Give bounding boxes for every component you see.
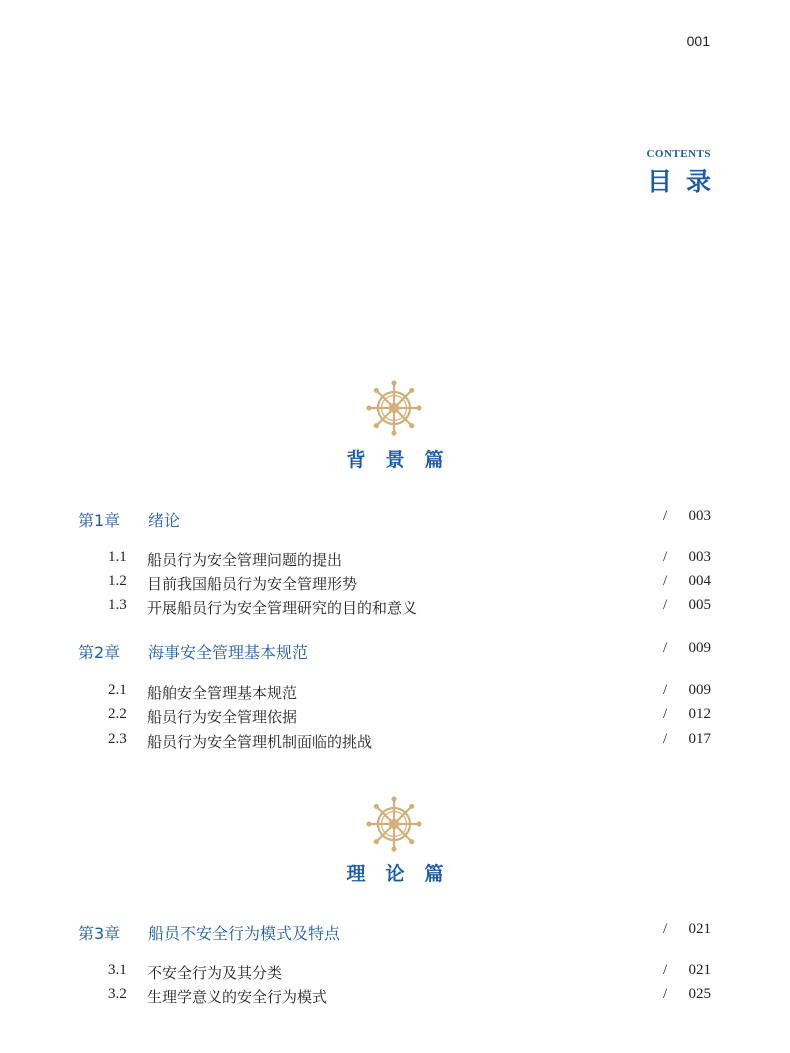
part-title-theory: 理论篇 xyxy=(346,863,464,885)
section-title: 目前我国船员行为安全管理形势 xyxy=(147,575,358,593)
separator-slash: / xyxy=(663,573,668,589)
section-row[interactable] xyxy=(0,597,790,619)
part-title-background: 背景篇 xyxy=(346,449,464,471)
separator-slash: / xyxy=(663,962,668,978)
section-row[interactable] xyxy=(0,962,790,984)
section-row[interactable] xyxy=(0,573,790,595)
section-number: 2.3 xyxy=(108,731,127,747)
chapter-label: 第3章 xyxy=(78,924,121,943)
section-title: 船员行为安全管理依据 xyxy=(147,708,298,726)
page-ref: 005 xyxy=(688,597,711,613)
page-ref: 012 xyxy=(688,706,711,722)
section-row[interactable] xyxy=(0,986,790,1008)
section-number: 2.1 xyxy=(108,682,127,698)
separator-slash: / xyxy=(663,682,668,698)
section-number: 3.2 xyxy=(108,986,127,1002)
section-title: 生理学意义的安全行为模式 xyxy=(147,988,328,1006)
separator-slash: / xyxy=(663,731,668,747)
chapter-title: 绪论 xyxy=(148,511,181,530)
chapter-row[interactable] xyxy=(0,508,790,530)
contents-heading xyxy=(646,148,725,198)
separator-slash: / xyxy=(663,549,668,565)
section-title: 船员行为安全管理机制面临的挑战 xyxy=(147,733,373,751)
ship-wheel-icon xyxy=(366,380,422,436)
page-ref: 017 xyxy=(688,731,711,747)
chapter-title: 海事安全管理基本规范 xyxy=(148,643,309,662)
separator-slash: / xyxy=(663,640,668,656)
page-ref: 004 xyxy=(688,573,711,589)
page-ref: 009 xyxy=(688,682,711,698)
section-title: 不安全行为及其分类 xyxy=(147,964,283,982)
chapter-row[interactable] xyxy=(0,921,790,943)
section-title: 船员行为安全管理问题的提出 xyxy=(147,551,343,569)
page-ref: 021 xyxy=(688,921,711,937)
chapter-label: 第2章 xyxy=(78,643,121,662)
section-row[interactable] xyxy=(0,549,790,571)
section-row[interactable] xyxy=(0,682,790,704)
section-title: 开展船员行为安全管理研究的目的和意义 xyxy=(147,599,418,617)
page-ref: 021 xyxy=(688,962,711,978)
section-title: 船舶安全管理基本规范 xyxy=(147,684,298,702)
ship-wheel-icon xyxy=(366,796,422,852)
page-number: 001 xyxy=(686,33,710,49)
section-number: 3.1 xyxy=(108,962,127,978)
section-number: 1.3 xyxy=(108,597,127,613)
section-number: 2.2 xyxy=(108,706,127,722)
chapter-title: 船员不安全行为模式及特点 xyxy=(148,924,341,943)
section-number: 1.2 xyxy=(108,573,127,589)
separator-slash: / xyxy=(663,597,668,613)
separator-slash: / xyxy=(663,921,668,937)
chapter-row[interactable] xyxy=(0,640,790,662)
chapter-label: 第1章 xyxy=(78,511,121,530)
page-ref: 003 xyxy=(688,549,711,565)
section-row[interactable] xyxy=(0,731,790,753)
page-ref: 003 xyxy=(688,508,711,524)
section-row[interactable] xyxy=(0,706,790,728)
contents-heading-cn: 目录 xyxy=(646,167,725,196)
section-number: 1.1 xyxy=(108,549,127,565)
page-ref: 025 xyxy=(688,986,711,1002)
contents-heading-en: CONTENTS xyxy=(646,148,711,160)
separator-slash: / xyxy=(663,986,668,1002)
page-ref: 009 xyxy=(688,640,711,656)
separator-slash: / xyxy=(663,706,668,722)
separator-slash: / xyxy=(663,508,668,524)
